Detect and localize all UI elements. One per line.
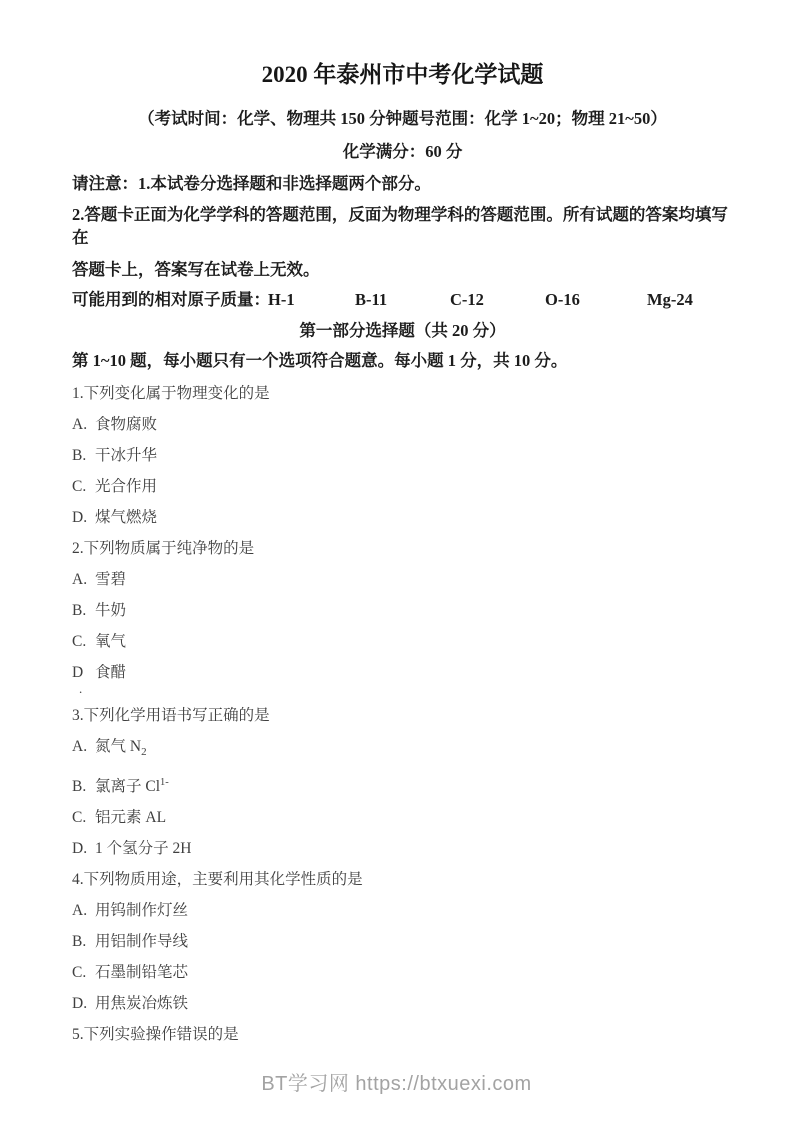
question-4-option-d (72, 994, 733, 1014)
option-letter: C. (72, 809, 87, 827)
question-4-option-c (72, 963, 733, 983)
option-text: 氧气 (95, 633, 127, 650)
question-1-option-a (72, 415, 733, 435)
watermark-footer: BT学习网 https://btxuexi.com (261, 1073, 532, 1095)
question-3-option-d (72, 839, 733, 859)
option-letter: A. (72, 416, 88, 433)
notice-line-3: 答题卡上，答案写在试卷上无效。 (72, 260, 320, 279)
option-text: 雪碧 (95, 571, 127, 588)
question-4-option-a (72, 901, 733, 921)
question-3-option-b (72, 773, 733, 797)
atomic-mass-Mg: Mg-24 (647, 290, 693, 309)
question-2-option-b (72, 601, 733, 621)
option-text: 光合作用 (95, 478, 158, 495)
question-2-option-a (72, 570, 733, 590)
atomic-mass-B: B-11 (355, 290, 388, 309)
option-text: 用铝制作导线 (95, 933, 189, 951)
option-text: 铝元素 AL (95, 809, 167, 827)
option-letter: C. (72, 633, 87, 650)
option-letter: B. (72, 602, 87, 619)
option-letter: B. (72, 447, 87, 464)
atomic-mass-H: H-1 (268, 290, 295, 309)
chemical-superscript: 1- (160, 777, 169, 789)
exam-info-line: （考试时间：化学、物理共 150 分钟题号范围：化学 1~20；物理 21~50） (138, 109, 667, 128)
option-letter: B. (72, 778, 87, 796)
question-2-option-c (72, 632, 733, 652)
option-letter: A. (72, 571, 88, 588)
question-2-option-d (72, 663, 733, 696)
option-letter: D (72, 664, 84, 681)
option-text: 石墨制铅笔芯 (95, 964, 189, 982)
question-1-option-b (72, 446, 733, 466)
option-text: 牛奶 (95, 602, 127, 619)
option-text: 干冰升华 (95, 447, 158, 464)
question-4-option-b (72, 932, 733, 952)
question-2-stem: 2.下列物质属于纯净物的是 (72, 540, 255, 557)
question-1-stem: 1.下列变化属于物理变化的是 (72, 385, 270, 402)
option-letter: B. (72, 933, 87, 951)
chemical-subscript: 2 (141, 746, 147, 759)
option-text: 煤气燃烧 (95, 509, 158, 526)
option-text: 氮气 N (95, 738, 142, 755)
option-letter: D. (72, 995, 88, 1013)
option-letter: C. (72, 964, 87, 982)
option-text: 1 个氢分子 2H (95, 840, 192, 858)
option-text: 用钨制作灯丝 (95, 902, 189, 920)
page-title: 2020 年泰州市中考化学试题 (261, 62, 544, 87)
option-letter: A. (72, 738, 88, 755)
question-1-option-c (72, 477, 733, 497)
option-letter: D. (72, 840, 88, 858)
option-text: 氯离子 Cl (95, 778, 161, 796)
section-instructions: 第 1~10 题，每小题只有一个选项符合题意。每小题 1 分，共 10 分。 (72, 351, 568, 370)
atomic-mass-line (72, 288, 733, 311)
option-letter: C. (72, 478, 87, 495)
question-3-option-a (72, 737, 733, 762)
question-1-option-d (72, 508, 733, 528)
score-line: 化学满分：60 分 (342, 142, 463, 161)
option-text: 食醋 (95, 664, 127, 681)
option-text: 食物腐败 (95, 416, 158, 433)
option-text: 用焦炭冶炼铁 (95, 995, 189, 1013)
notice-line-2: 2.答题卡正面为化学学科的答题范围，反面为物理学科的答题范围。所有试题的答案均填写在 (72, 205, 728, 247)
question-3-option-c (72, 808, 733, 828)
question-5-stem: 5.下列实验操作错误的是 (72, 1026, 239, 1044)
option-letter: D. (72, 509, 88, 526)
atomic-mass-C: C-12 (450, 290, 484, 309)
option-letter: A. (72, 902, 88, 920)
atomic-mass-label: 可能用到的相对原子质量： (72, 290, 270, 309)
atomic-mass-O: O-16 (545, 290, 580, 309)
section-title: 第一部分选择题（共 20 分） (299, 321, 506, 340)
page-content (72, 0, 733, 1045)
notice-line-1: 请注意：1.本试卷分选择题和非选择题两个部分。 (72, 174, 431, 193)
question-3-stem: 3.下列化学用语书写正确的是 (72, 707, 270, 724)
question-4-stem: 4.下列物质用途，主要利用其化学性质的是 (72, 871, 363, 889)
stray-period-mark: . (79, 681, 83, 696)
